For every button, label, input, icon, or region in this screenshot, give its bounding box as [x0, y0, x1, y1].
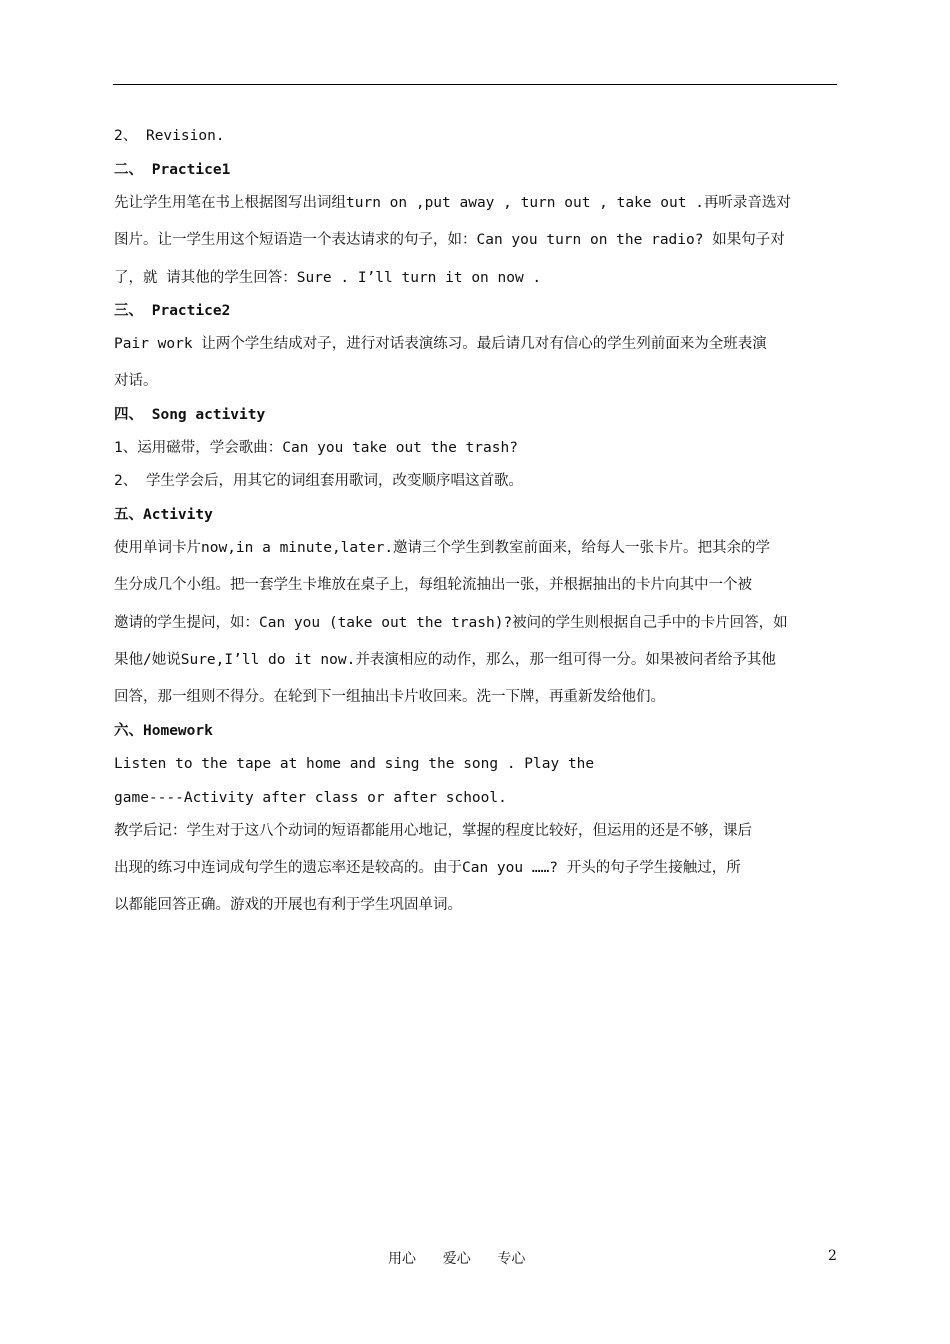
text-line: 图片。让一学生用这个短语造一个表达请求的句子，如：Can you turn on the radio? 如果句子对 — [114, 232, 785, 248]
text-line: 了，就 请其他的学生回答：Sure . I’ll turn it on now . — [114, 270, 542, 286]
section-heading: 三、 Practice2 — [114, 303, 231, 319]
footer-motto: 用心 爱心 专心 — [388, 1251, 526, 1267]
text-line: 使用单词卡片now,in a minute,later.邀请三个学生到教室前面来，给每人一张卡片。把其余的学 — [114, 540, 771, 556]
text-line: 邀请的学生提问，如：Can you (take out the trash)?被问的学生则根据自己手中的卡片回答，如 — [114, 615, 788, 631]
text-line: 对话。 — [114, 373, 158, 389]
text-line: 以都能回答正确。游戏的开展也有利于学生巩固单词。 — [114, 897, 462, 913]
text-line: Listen to the tape at home and sing the song . Play the — [114, 756, 595, 772]
text-line: 2、 学生学会后，用其它的词组套用歌词，改变顺序唱这首歌。 — [114, 473, 523, 489]
section-heading: 六、Homework — [114, 723, 213, 739]
text-line: 回答，那一组则不得分。在轮到下一组抽出卡片收回来。洗一下牌，再重新发给他们。 — [114, 689, 665, 705]
page-number: 2 — [828, 1248, 837, 1264]
text-line: 出现的练习中连词成句学生的遗忘率还是较高的。由于Can you ……? 开头的句子学生接触过，所 — [114, 860, 741, 876]
text-line: 教学后记：学生对于这八个动词的短语都能用心地记，掌握的程度比较好，但运用的还是不够，课后 — [114, 823, 752, 839]
text-line: 生分成几个小组。把一套学生卡堆放在桌子上，每组轮流抽出一张，并根据抽出的卡片向其中一个被 — [114, 577, 752, 593]
header-rule — [113, 84, 837, 85]
text-line: 2、 Revision. — [114, 128, 225, 144]
text-line: Pair work 让两个学生结成对子，进行对话表演练习。最后请几对有信心的学生列前面来为全班表演 — [114, 336, 767, 352]
text-line: 果他/她说Sure,I’ll do it now.并表演相应的动作，那么，那一组可得一分。如果被问者给予其他 — [114, 652, 776, 668]
text-line: 先让学生用笔在书上根据图写出词组turn on ,put away , turn out , take out .再听录音选对 — [114, 195, 791, 211]
section-heading: 五、Activity — [114, 507, 213, 523]
section-heading: 四、 Song activity — [114, 407, 266, 423]
text-line: 1、运用磁带，学会歌曲：Can you take out the trash? — [114, 440, 518, 456]
text-line: game----Activity after class or after school. — [114, 790, 507, 806]
section-heading: 二、 Practice1 — [114, 162, 231, 178]
